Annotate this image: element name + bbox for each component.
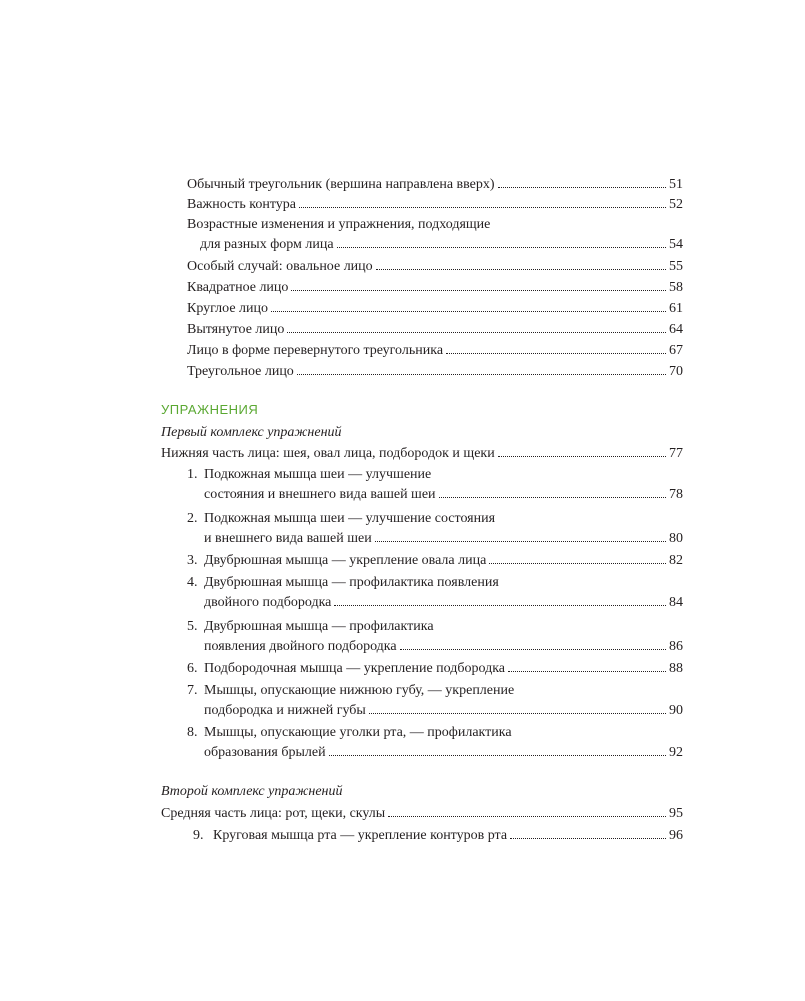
exercise-title-line1: 8. Мышцы, опускающие уголки рта, — профилактика — [187, 725, 512, 740]
toc-entry[interactable] — [187, 363, 683, 381]
exercise-number: 7. — [187, 683, 198, 698]
leader-dots — [337, 247, 666, 248]
exercise-title-line1: 1. Подкожная мышца шеи — улучшение — [187, 467, 432, 482]
toc-entry[interactable] — [200, 236, 683, 254]
leader-dots — [498, 187, 666, 188]
toc-entry[interactable] — [187, 196, 683, 214]
toc-page-number: 92 — [669, 745, 683, 760]
leader-dots — [510, 838, 666, 839]
leader-dots — [439, 497, 666, 498]
toc-entry-title: двойного подбородка — [204, 595, 332, 610]
toc-entry[interactable] — [204, 638, 683, 656]
toc-page-number: 77 — [669, 446, 683, 461]
toc-entry-title: Средняя часть лица: рот, щеки, скулы — [161, 806, 386, 821]
leader-dots — [299, 207, 666, 208]
exercise-number: 4. — [187, 575, 198, 590]
toc-entry-title: Особый случай: овальное лицо — [187, 259, 373, 274]
toc-entry[interactable] — [204, 744, 683, 762]
toc-entry-title: образования брылей — [204, 745, 326, 760]
toc-page-number: 54 — [669, 237, 683, 252]
toc-entry-title: и внешнего вида вашей шеи — [204, 531, 372, 546]
toc-entry[interactable] — [204, 702, 683, 720]
toc-entry-title: Квадратное лицо — [187, 280, 289, 295]
toc-page-number: 95 — [669, 806, 683, 821]
toc-entry[interactable] — [187, 660, 683, 678]
leader-dots — [508, 671, 666, 672]
toc-entry-title: Круговая мышца рта — укрепление контуров рта — [213, 828, 508, 843]
toc-page-number: 61 — [669, 301, 683, 316]
toc-entry-title: Важность контура — [187, 197, 297, 212]
leader-dots — [334, 605, 666, 606]
leader-dots — [376, 269, 666, 270]
toc-entry-title: Круглое лицо — [187, 301, 269, 316]
toc-entry[interactable] — [161, 805, 683, 823]
leader-dots — [287, 332, 666, 333]
exercise-title-line1: 4. Двубрюшная мышца — профилактика появления — [187, 575, 499, 590]
leader-dots — [369, 713, 666, 714]
exercise-number: 5. — [187, 619, 198, 634]
toc-page-number: 90 — [669, 703, 683, 718]
exercise-number: 2. — [187, 511, 198, 526]
toc-entry[interactable] — [204, 594, 683, 612]
toc-entry-title: для разных форм лица — [200, 237, 334, 252]
exercise-title-line1: 7. Мышцы, опускающие нижнюю губу, — укрепление — [187, 683, 515, 698]
toc-entry[interactable] — [161, 445, 683, 463]
toc-entry[interactable] — [187, 342, 683, 360]
leader-dots — [271, 311, 666, 312]
toc-entry-title: Двубрюшная мышца — укрепление овала лица — [204, 553, 487, 568]
toc-entry-title: Нижняя часть лица: шея, овал лица, подбородок и щеки — [161, 446, 495, 461]
leader-dots — [446, 353, 666, 354]
toc-entry-title: Вытянутое лицо — [187, 322, 285, 337]
toc-page-number: 84 — [669, 595, 683, 610]
toc-page-number: 67 — [669, 343, 683, 358]
leader-dots — [291, 290, 666, 291]
toc-entry-title: подбородка и нижней губы — [204, 703, 366, 718]
toc-entry[interactable] — [187, 279, 683, 297]
toc-page-number: 78 — [669, 487, 683, 502]
toc-page-number: 88 — [669, 661, 683, 676]
toc-entry[interactable] — [187, 552, 683, 570]
toc-page-number: 52 — [669, 197, 683, 212]
exercise-number: 3. — [187, 553, 198, 568]
leader-dots — [400, 649, 666, 650]
toc-entry[interactable] — [187, 300, 683, 318]
toc-entry-title: Лицо в форме перевернутого треугольника — [187, 343, 444, 358]
toc-page-number: 51 — [669, 177, 683, 192]
toc-entry-title: Треугольное лицо — [187, 364, 294, 379]
toc-page-number: 96 — [669, 828, 683, 843]
toc-page-number: 64 — [669, 322, 683, 337]
toc-entry-title: Подбородочная мышца — укрепление подбородка — [204, 661, 506, 676]
leader-dots — [388, 816, 666, 817]
leader-dots — [489, 563, 666, 564]
leader-dots — [498, 456, 666, 457]
toc-entry[interactable] — [187, 176, 683, 194]
toc-page-number: 70 — [669, 364, 683, 379]
leader-dots — [375, 541, 666, 542]
toc-entry[interactable] — [204, 486, 683, 504]
exercise-number: 8. — [187, 725, 198, 740]
toc-page-number: 58 — [669, 280, 683, 295]
toc-page-number: 55 — [669, 259, 683, 274]
toc-entry[interactable] — [187, 321, 683, 339]
toc-entry[interactable] — [193, 827, 683, 845]
toc-entry[interactable] — [187, 258, 683, 276]
exercise-number: 9. — [193, 828, 204, 843]
toc-entry-title: Обычный треугольник (вершина направлена вверх) — [187, 177, 495, 192]
exercise-number: 6. — [187, 661, 198, 676]
exercise-title-line1: 2. Подкожная мышца шеи — улучшение состояния — [187, 511, 496, 526]
toc-entry-title: состояния и внешнего вида вашей шеи — [204, 487, 436, 502]
leader-dots — [329, 755, 666, 756]
exercise-number: 1. — [187, 467, 198, 482]
toc-entry-title: появления двойного подбородка — [204, 639, 397, 654]
exercise-title-line1: 5. Двубрюшная мышца — профилактика — [187, 619, 434, 634]
toc-page-number: 86 — [669, 639, 683, 654]
toc-page-number: 80 — [669, 531, 683, 546]
toc-entry-title-line1: Возрастные изменения и упражнения, подходящие — [187, 217, 491, 232]
toc-page-number: 82 — [669, 553, 683, 568]
section-heading: УПРАЖНЕНИЯ — [161, 402, 259, 417]
leader-dots — [297, 374, 666, 375]
toc-entry[interactable] — [204, 530, 683, 548]
complex-title: Первый комплекс упражнений — [161, 425, 342, 440]
complex-title: Второй комплекс упражнений — [161, 784, 343, 799]
